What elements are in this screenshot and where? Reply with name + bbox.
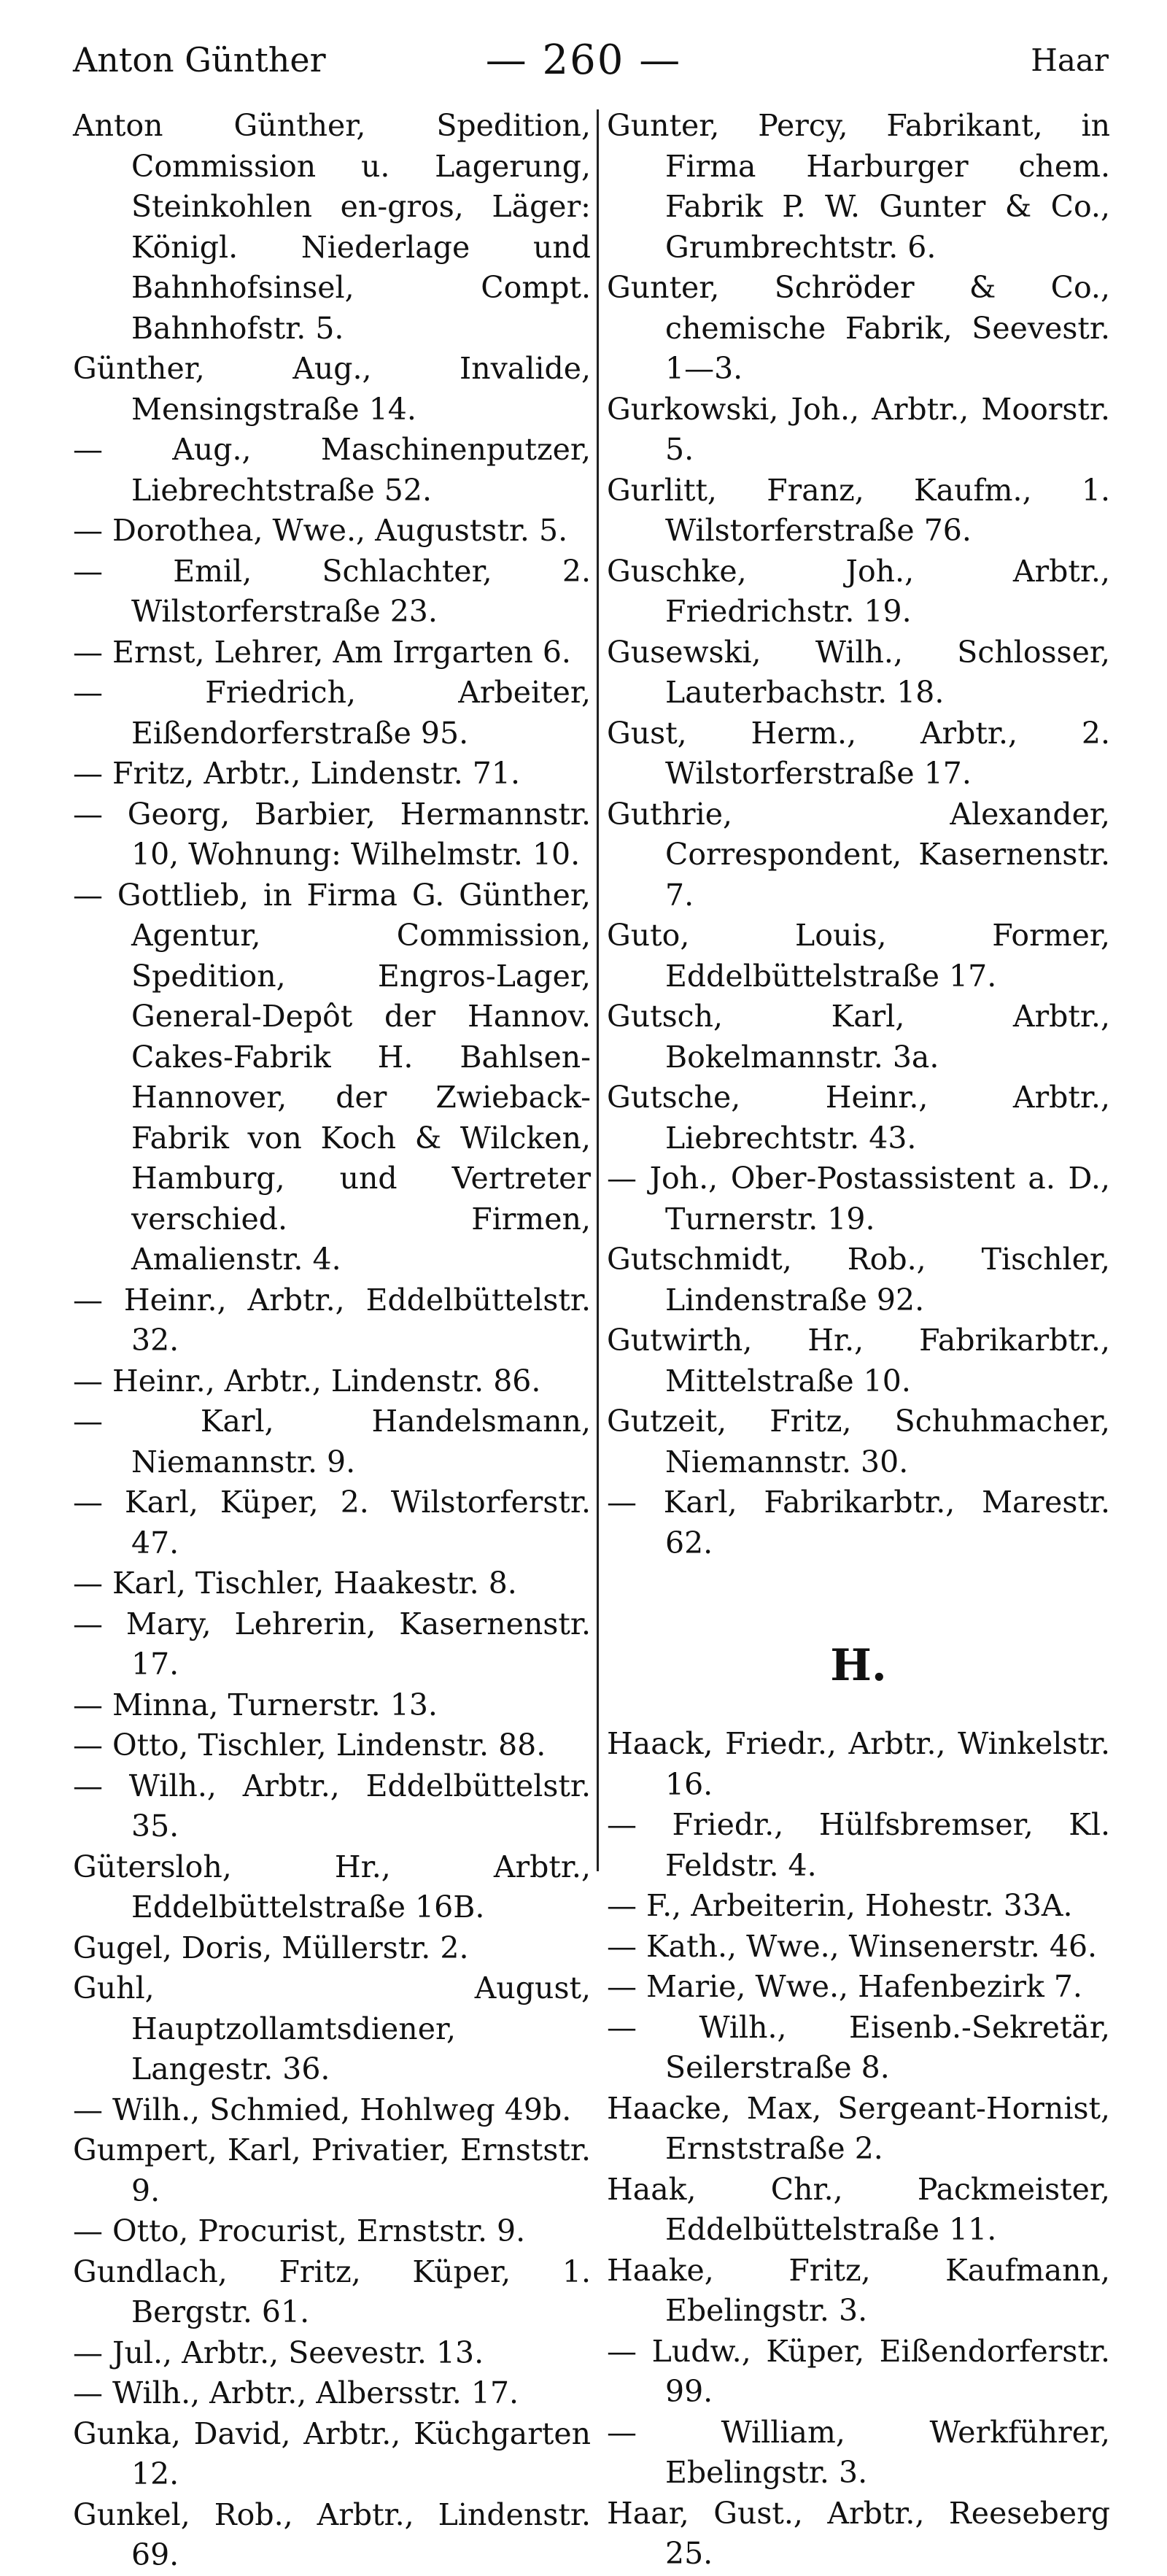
- entry-left-15: — Mary, Lehrerin, Kasernenstr. 17.: [73, 1606, 591, 1682]
- entry-right-11: — Joh., Ober-Postassistent a. D., Turnerstr. 19.: [607, 1161, 1110, 1237]
- entry-right-3: Gurlitt, Franz, Kaufm., 1. Wilstorferstraße 76.: [607, 472, 1110, 548]
- entry-left-20: Gugel, Doris, Müllerstr. 2.: [73, 1930, 469, 1965]
- entry-left-16: — Minna, Turnerstr. 13.: [73, 1687, 438, 1722]
- entry-left-7: — Fritz, Arbtr., Lindenstr. 71.: [73, 756, 520, 791]
- entry-left-17: — Otto, Tischler, Lindenstr. 88.: [73, 1728, 546, 1763]
- entry-right-h-5: — Wilh., Eisenb.-Sekretär, Seilerstraße 8.: [607, 2009, 1110, 2085]
- entry-right-7: Guthrie, Alexander, Correspondent, Kasernenstr. 7.: [607, 796, 1110, 913]
- entry-right-15: — Karl, Fabrikarbtr., Marestr. 62.: [607, 1485, 1110, 1560]
- entry-right-h-2: — F., Arbeiterin, Hohestr. 33A.: [607, 1888, 1073, 1923]
- entry-right-h-9: — Ludw., Küper, Eißendorferstr. 99.: [607, 2333, 1110, 2409]
- entry-left-21: Guhl, August, Hauptzollamtsdiener, Langestr. 36.: [73, 1970, 591, 2086]
- entry-right-13: Gutwirth, Hr., Fabrikarbtr., Mittelstraße 10.: [607, 1323, 1110, 1399]
- entry-right-h-4: — Marie, Wwe., Hafenbezirk 7.: [607, 1969, 1082, 2004]
- entry-left-0: Anton Günther, Spedition, Commission u. Lagerung, Steinkohlen en-gros, Läger: Königl. Niederlage und Bahnhofsinsel, Compt. Bahnhofstr. 5.: [73, 108, 591, 346]
- entry-left-12: — Karl, Handelsmann, Niemannstr. 9.: [73, 1404, 591, 1480]
- entry-right-6: Gust, Herm., Arbtr., 2. Wilstorferstraße 17.: [607, 715, 1110, 791]
- column-divider: [597, 109, 599, 1871]
- page-number: — 260 —: [485, 36, 682, 84]
- running-head-left: Anton Günther: [73, 40, 326, 80]
- entry-left-5: — Ernst, Lehrer, Am Irrgarten 6.: [73, 634, 571, 670]
- entry-right-h-10: — William, Werkführer, Ebelingstr. 3.: [607, 2414, 1110, 2490]
- entry-right-h-7: Haak, Chr., Packmeister, Eddelbüttelstraße 11.: [607, 2171, 1110, 2247]
- entry-left-14: — Karl, Tischler, Haakestr. 8.: [73, 1566, 517, 1601]
- entry-left-2: — Aug., Maschinenputzer, Liebrechtstraße 52.: [73, 432, 591, 508]
- entry-right-h-1: — Friedr., Hülfsbremser, Kl. Feldstr. 4.: [607, 1807, 1110, 1883]
- entry-left-19: Gütersloh, Hr., Arbtr., Eddelbüttelstraße 16B.: [73, 1849, 591, 1925]
- entry-right-8: Guto, Louis, Former, Eddelbüttelstraße 17.: [607, 918, 1110, 994]
- entry-left-18: — Wilh., Arbtr., Eddelbüttelstr. 35.: [73, 1768, 591, 1844]
- entry-left-29: Gunkel, Rob., Arbtr., Lindenstr. 69.: [73, 2496, 591, 2572]
- entry-right-9: Gutsch, Karl, Arbtr., Bokelmannstr. 3a.: [607, 999, 1110, 1075]
- entry-right-4: Guschke, Joh., Arbtr., Friedrichstr. 19.: [607, 553, 1110, 629]
- section-letter-heading: H.: [830, 1640, 887, 1691]
- entry-left-27: — Wilh., Arbtr., Albersstr. 17.: [73, 2375, 519, 2410]
- entry-right-1: Gunter, Schröder & Co., chemische Fabrik, Seevestr. 1—3.: [607, 270, 1110, 386]
- entry-right-2: Gurkowski, Joh., Arbtr., Moorstr. 5.: [607, 391, 1110, 467]
- entry-right-h-6: Haacke, Max, Sergeant-Hornist, Ernststraße 2.: [607, 2090, 1110, 2166]
- entry-left-25: Gundlach, Fritz, Küper, 1. Bergstr. 61.: [73, 2254, 591, 2329]
- entry-left-11: — Heinr., Arbtr., Lindenstr. 86.: [73, 1363, 541, 1399]
- entry-left-3: — Dorothea, Wwe., Auguststr. 5.: [73, 513, 568, 548]
- entry-right-0: Gunter, Percy, Fabrikant, in Firma Harburger chem. Fabrik P. W. Gunter & Co., Grumbrechtstr. 6.: [607, 108, 1110, 265]
- left-column: [73, 106, 591, 2576]
- entry-left-4: — Emil, Schlachter, 2. Wilstorferstraße 23.: [73, 553, 591, 629]
- entry-left-6: — Friedrich, Arbeiter, Eißendorferstraße 95.: [73, 675, 591, 751]
- entry-right-12: Gutschmidt, Rob., Tischler, Lindenstraße 92.: [607, 1242, 1110, 1318]
- entry-right-h-3: — Kath., Wwe., Winsenerstr. 46.: [607, 1928, 1098, 1964]
- entry-right-h-0: Haack, Friedr., Arbtr., Winkelstr. 16.: [607, 1726, 1110, 1802]
- entry-left-10: — Heinr., Arbtr., Eddelbüttelstr. 32.: [73, 1282, 591, 1358]
- right-column: [607, 106, 1110, 2575]
- entry-left-1: Günther, Aug., Invalide, Mensingstraße 14.: [73, 351, 591, 427]
- entry-left-28: Gunka, David, Arbtr., Küchgarten 12.: [73, 2416, 591, 2491]
- entry-left-22: — Wilh., Schmied, Hohlweg 49b.: [73, 2092, 572, 2127]
- entry-right-10: Gutsche, Heinr., Arbtr., Liebrechtstr. 43.: [607, 1080, 1110, 1156]
- entry-left-26: — Jul., Arbtr., Seevestr. 13.: [73, 2335, 484, 2370]
- entry-right-h-11: Haar, Gust., Arbtr., Reeseberg 25.: [607, 2495, 1110, 2571]
- entry-right-5: Gusewski, Wilh., Schlosser, Lauterbachstr. 18.: [607, 634, 1110, 710]
- entry-left-24: — Otto, Procurist, Ernststr. 9.: [73, 2213, 526, 2248]
- entry-right-14: Gutzeit, Fritz, Schuhmacher, Niemannstr. 30.: [607, 1404, 1110, 1480]
- entry-left-13: — Karl, Küper, 2. Wilstorferstr. 47.: [73, 1485, 591, 1560]
- entry-left-9: — Gottlieb, in Firma G. Günther, Agentur, Commission, Spedition, Engros-Lager, General-Depôt der Hannov. Cakes-Fabrik H. Bahlsen-Hannover, der Zwieback-Fabrik von Koch & Wilcken, Hamburg, und Vertreter verschied. Firmen, Amalienstr. 4.: [73, 877, 591, 1277]
- running-head-right: Haar: [1031, 42, 1109, 78]
- entry-right-h-8: Haake, Fritz, Kaufmann, Ebelingstr. 3.: [607, 2252, 1110, 2328]
- entry-left-8: — Georg, Barbier, Hermannstr. 10, Wohnung: Wilhelmstr. 10.: [73, 796, 591, 872]
- entry-left-23: Gumpert, Karl, Privatier, Ernststr. 9.: [73, 2132, 591, 2208]
